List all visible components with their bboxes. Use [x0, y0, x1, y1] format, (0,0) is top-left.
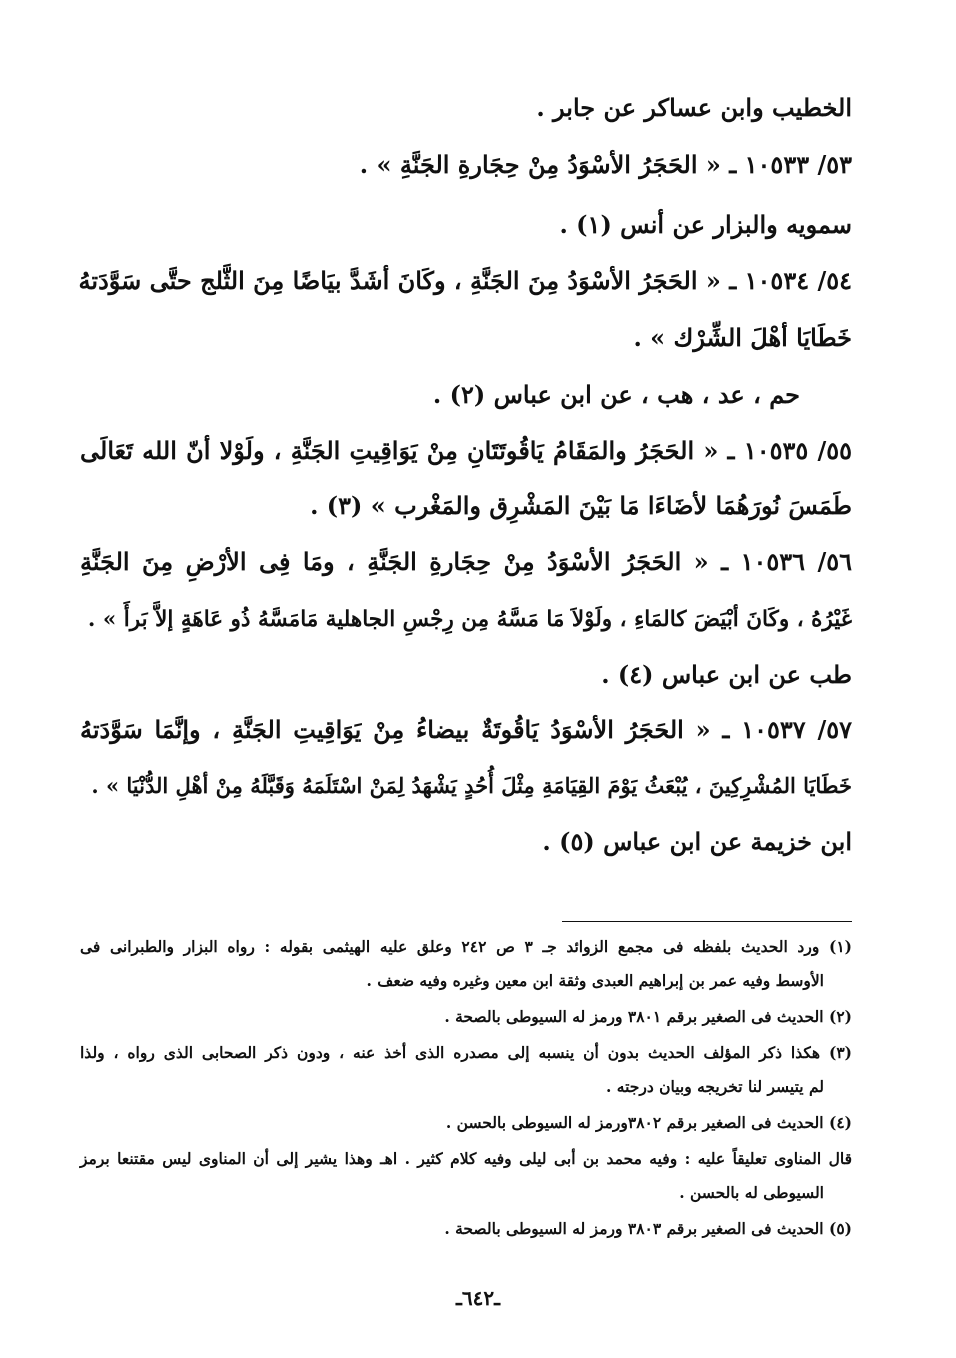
footnote-line: الأوسط وفيه عمر بن إبراهيم العبدى وثقة ابن معين وغيره وفيه ضعف . — [366, 971, 824, 990]
page-number: ـ٦٤٢ـ — [456, 1286, 500, 1310]
footnote-line: لم يتيسر لنا تخريجه وبيان درجته . — [605, 1077, 824, 1096]
hadith-line: ٥٧/ ١٠٥٣٧ ـ « الحَجَرُ الأسْوَدُ يَاقُوتَةٌ بيضاءُ مِنْ يَوَاقِيتِ الجَنَّةِ ، وإنَّمَا سَوَّدَتهُ — [80, 715, 852, 744]
hadith-line: غَيْرُهُ ، وكَانَ أبْيَضَ كالمَاءِ ، ولَوْلاَ مَا مَسَّهُ مِن رِجْسِ الجاهلية مَامَسَّهُ ذُو عَاهَةٍ إلاَّ بَرأَ » . — [87, 607, 852, 632]
footnote-line: (٢) الحديث فى الصغير برقم ٣٨٠١ ورمز له السيوطى بالصحة . — [444, 1007, 852, 1026]
source-line: ابن خزيمة عن ابن عباس (٥) . — [542, 827, 852, 856]
hadith-line: ٥٥/ ١٠٥٣٥ ـ « الحَجَرُ والمَقَامُ يَاقُوتَتَانِ مِنْ يَوَاقِيتِ الجَنَّةِ ، ولَوْلا أنّ الله تَعَالَى — [80, 436, 852, 465]
hadith-line: ٥٣/ ١٠٥٣٣ ـ « الحَجَرُ الأسْوَدُ مِنْ حِجَارةِ الجَنَّةِ » . — [359, 150, 852, 179]
source-line: سمويه والبزار عن أنس (١) . — [559, 210, 852, 239]
hadith-line: خَطَايَا أهْلَ الشِّرْك » . — [633, 323, 852, 352]
text-line: الخطيب وابن عساكر عن جابر . — [536, 93, 852, 122]
source-line: حم ، عد ، هب ، عن ابن عباس (٢) . — [432, 380, 800, 409]
footnote-line: (٣) هكذا ذكر المؤلف الحديث بدون أن ينسبه إلى مصدره الذى أخذ عنه ، ودون ذكر الصحابى الذى رواه ، ولذا — [80, 1043, 852, 1062]
footnote-line: السيوطى له بالحسن . — [679, 1183, 824, 1202]
hadith-line: ٥٦/ ١٠٥٣٦ ـ « الحَجَرُ الأسْوَدُ مِنْ حِجَارةِ الجَنَّةِ ، ومَا فِى الأرْضِ مِنَ الجَنَّةِ — [80, 547, 852, 576]
footnote-line: قال المناوى تعليقاً عليه : وفيه محمد بن أبى ليلى وفيه كلام كثير . اهـ وهذا يشير إلى أن المناوى ليس مقتنعا برمز — [80, 1149, 852, 1168]
hadith-line: خَطَايَا المُشْرِكِينَ ، يُبْعَثُ يَوْمَ القِيَامَةِ مِثْلَ أُحُدٍ يَشْهَدُ لِمَنْ اسْتَلَمَهُ وَقَبَّلَهُ مِنْ أهْلِ الدُّنْيَا » . — [91, 773, 852, 798]
hadith-line: ٥٤/ ١٠٥٣٤ ـ « الحَجَرُ الأسْوَدُ مِنَ الجَنَّةِ ، وكَانَ أشَدَّ بيَاضًا مِنَ الثَّلج حتَّى سَوَّدَتهُ — [78, 266, 852, 295]
footnote-line: (١) ورد الحديث بلفظه فى مجمع الزوائد جـ ٣ ص ٢٤٢ وعلق عليه الهيثمى بقوله : رواه البزار والطبرانى فى — [80, 937, 852, 956]
footnote-divider — [562, 921, 852, 922]
source-line: طب عن ابن عباس (٤) . — [601, 660, 852, 689]
footnote-line: (٥) الحديث فى الصغير برقم ٣٨٠٣ ورمز له السيوطى بالصحة . — [444, 1219, 852, 1238]
footnote-line: (٤) الحديث فى الصغير برقم ٣٨٠٢ورمز له السيوطى بالحسن . — [445, 1113, 852, 1132]
hadith-line: طَمَسَ نُورَهُمَا لأضَاءَا مَا بَيْنَ المَشْرِق والمَغْرب » (٣) . — [310, 491, 852, 520]
